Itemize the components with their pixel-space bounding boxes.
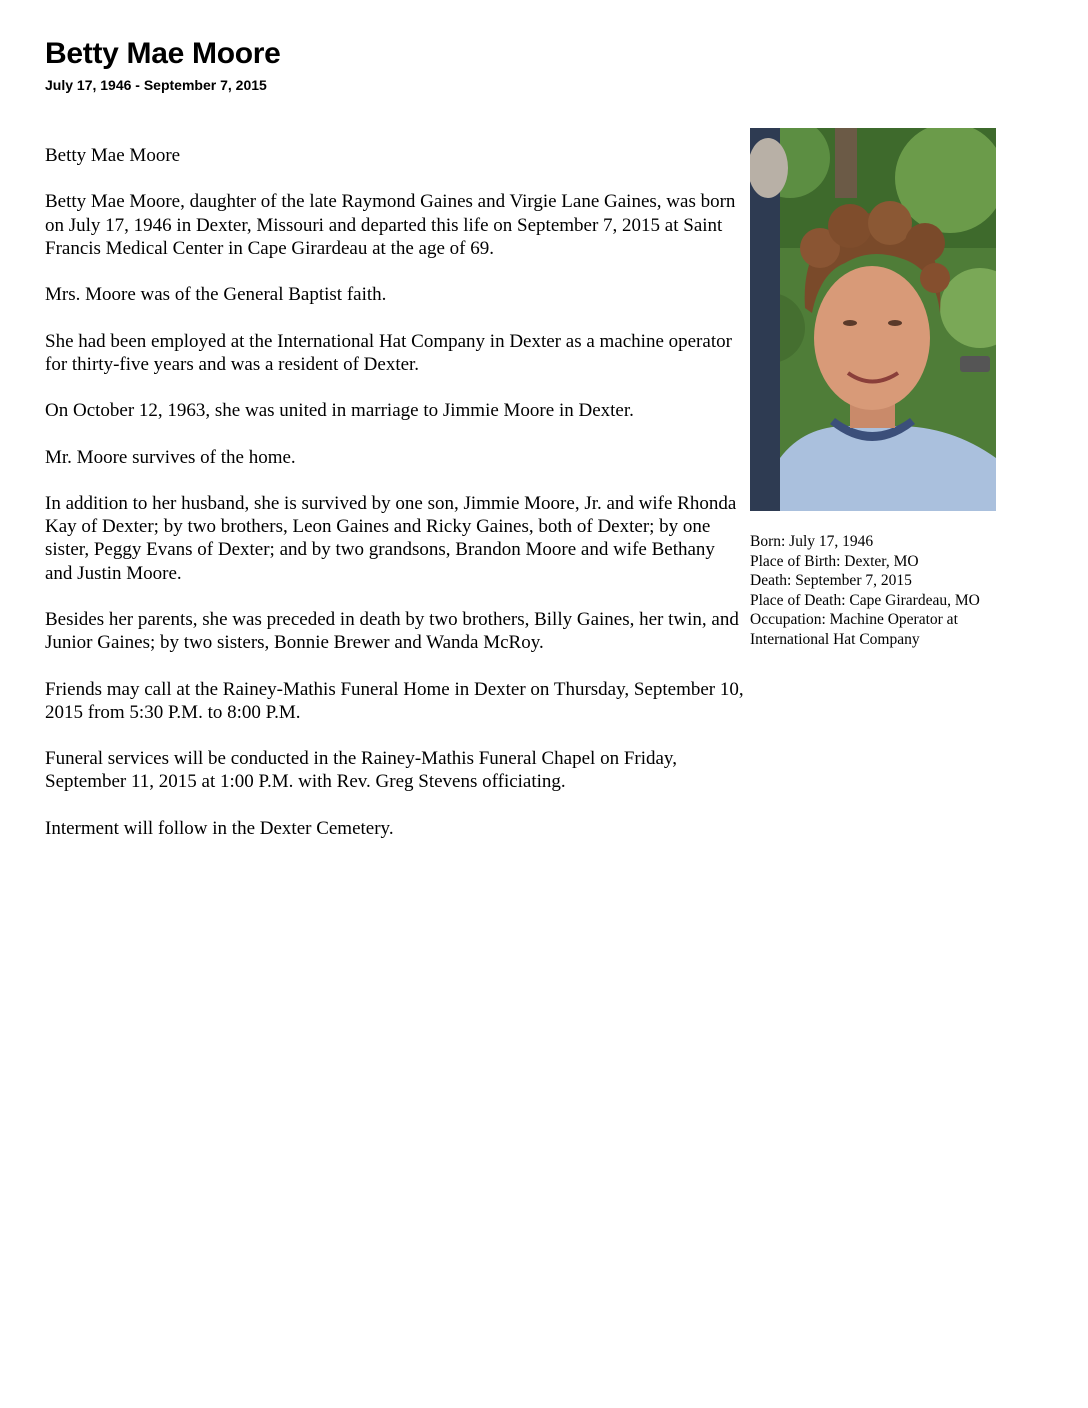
obituary-header bbox=[45, 34, 745, 94]
obituary-paragraph: In addition to her husband, she is survived by one son, Jimmie Moore, Jr. and wife Rhonda Kay of Dexter; by two brothers, Leon Gaines and Ricky Gaines, both of Dexter; by one sister, Peggy Evans of Dexter; and by two grandsons, Brandon Moore and wife Bethany and Justin Moore. bbox=[45, 492, 737, 584]
portrait-photo bbox=[750, 128, 996, 511]
obituary-paragraph: Betty Mae Moore, daughter of the late Raymond Gaines and Virgie Lane Gaines, was born on July 17, 1946 in Dexter, Missouri and departed this life on September 7, 2015 at Saint Francis Medical Center in Cape Girardeau at the age of 69. bbox=[45, 191, 736, 259]
fact-place-of-death: Place of Death: Cape Girardeau, MO bbox=[750, 591, 980, 609]
obituary-paragraph: She had been employed at the International Hat Company in Dexter as a machine operator for thirty-five years and was a resident of Dexter. bbox=[45, 330, 732, 375]
obituary-paragraph: Betty Mae Moore bbox=[45, 145, 181, 166]
obituary-paragraph: Mr. Moore survives of the home. bbox=[45, 446, 296, 468]
fact-occupation-continued: International Hat Company bbox=[750, 630, 920, 648]
obituary-body bbox=[45, 144, 745, 863]
life-dates: July 17, 1946 - September 7, 2015 bbox=[45, 77, 267, 93]
obituary-paragraph: Funeral services will be conducted in the Rainey-Mathis Funeral Chapel on Friday, September 11, 2015 at 1:00 P.M. with Rev. Greg Stevens officiating. bbox=[45, 748, 677, 793]
obituary-paragraph: Interment will follow in the Dexter Cemetery. bbox=[45, 817, 394, 839]
vital-facts bbox=[750, 532, 1050, 649]
page-title: Betty Mae Moore bbox=[45, 37, 281, 70]
obituary-paragraph: Besides her parents, she was preceded in death by two brothers, Billy Gaines, her twin, and Junior Gaines; by two sisters, Bonnie Brewer and Wanda McRoy. bbox=[45, 608, 739, 654]
fact-place-of-birth: Place of Birth: Dexter, MO bbox=[750, 552, 919, 570]
obituary-paragraph: Friends may call at the Rainey-Mathis Funeral Home in Dexter on Thursday, September 10, 2015 from 5:30 P.M. to 8:00 P.M. bbox=[45, 678, 744, 723]
fact-occupation: Occupation: Machine Operator at bbox=[750, 611, 958, 628]
fact-death: Death: September 7, 2015 bbox=[750, 572, 912, 589]
obituary-paragraph: On October 12, 1963, she was united in marriage to Jimmie Moore in Dexter. bbox=[45, 400, 634, 422]
obituary-paragraph: Mrs. Moore was of the General Baptist faith. bbox=[45, 284, 387, 306]
fact-born: Born: July 17, 1946 bbox=[750, 533, 874, 550]
